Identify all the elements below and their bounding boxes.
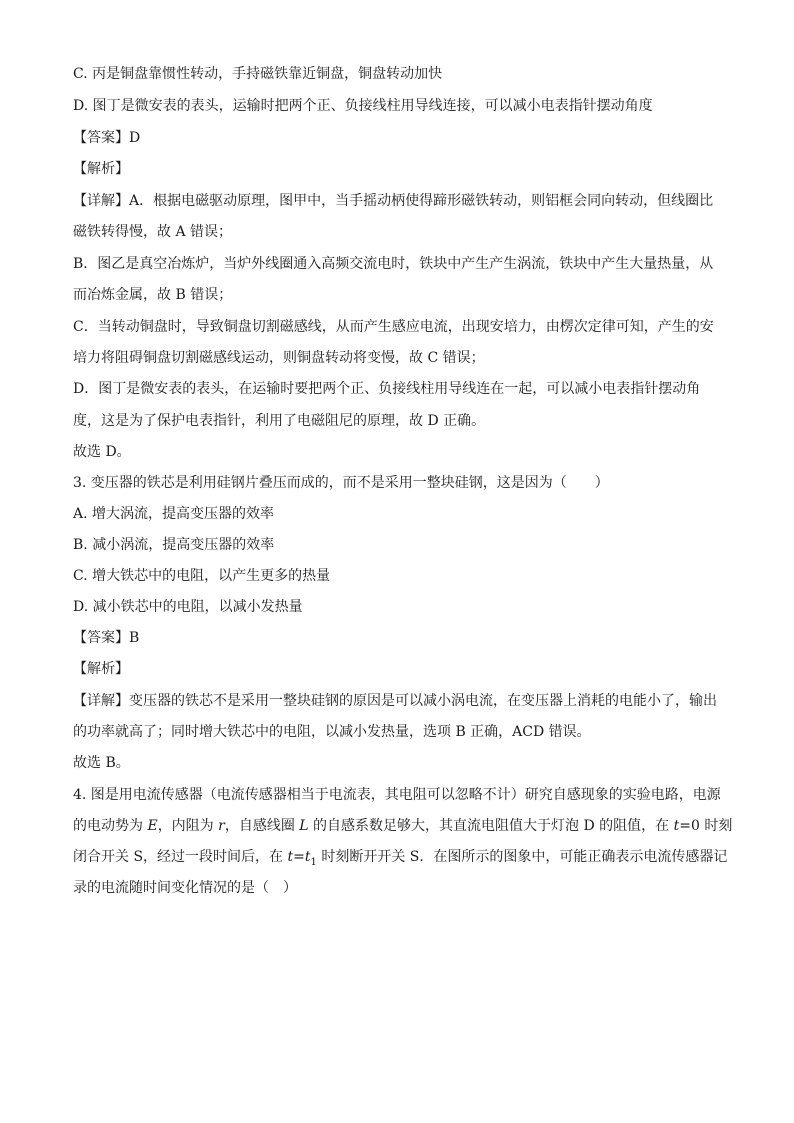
q4-stem-line: 录的电流随时间变化情况的是（ ） xyxy=(73,880,297,896)
q3-answer: 【答案】B xyxy=(73,630,140,646)
q3-stem: 3. 变压器的铁芯是利用硅钢片叠压而成的，而不是采用一整块硅钢，这是因为（ ） xyxy=(73,475,609,491)
inductor-symbol: L xyxy=(299,818,309,834)
q2-detail-line: 而冶炼金属，故 B 错误； xyxy=(73,287,233,303)
time-symbol: t xyxy=(304,849,311,865)
q4-stem-line: 的电动势为 E，内阻为 r，自感线圈 L 的自感系数足够大，其直流电阻值大于灯泡 D 的阻值，在 t=0 时刻 xyxy=(73,818,733,834)
q2-detail-line: 培力将阻碍铜盘切割磁感线运动，则铜盘转动将变慢，故 C 错误； xyxy=(73,350,485,366)
time-symbol: t xyxy=(287,849,294,865)
q2-analysis-label: 【解析】 xyxy=(73,161,129,177)
q4-stem-line: 4. 图是用电流传感器（电流传感器相当于电流表，其电阻可以忽略不计）研究自感现象的实验电路，电源 xyxy=(73,787,721,803)
q2-option-c: C. 丙是铜盘靠惯性转动，手持磁铁靠近铜盘，铜盘转动加快 xyxy=(73,66,443,82)
time-symbol: t xyxy=(673,818,680,834)
q2-answer: 【答案】D xyxy=(73,130,141,146)
q2-detail-line: 度，这是为了保护电表指针，利用了电磁阻尼的原理，故 D 正确。 xyxy=(73,413,486,429)
q3-detail-line: 【详解】变压器的铁芯不是采用一整块硅钢的原因是可以减小涡电流，在变压器上消耗的电能小了，输出 xyxy=(73,693,717,709)
q3-option-d: D. 减小铁芯中的电阻，以减小发热量 xyxy=(73,599,303,615)
q2-detail-line: C．当转动铜盘时，导致铜盘切割磁感线，从而产生感应电流，出现安培力，由楞次定律可知，产生的安 xyxy=(73,319,714,335)
time-subscript: 1 xyxy=(310,856,317,868)
q3-conclusion: 故选 B。 xyxy=(73,755,130,771)
q2-detail-line: 【详解】A．根据电磁驱动原理，图甲中，当手摇动柄使得蹄形磁铁转动，则铝框会同向转动，但线圈比 xyxy=(73,193,714,209)
q3-option-a: A. 增大涡流，提高变压器的效率 xyxy=(73,506,275,522)
q4-stem-line: 闭合开关 S，经过一段时间后，在 $t=t_1$ 时刻断开开关 S．在图所示的图象中，可能正确表示电流传感器记 xyxy=(73,849,728,868)
q2-detail-line: 磁铁转得慢，故 A 错误； xyxy=(73,224,233,240)
emf-symbol: E xyxy=(147,818,158,834)
q3-option-c: C. 增大铁芯中的电阻，以产生更多的热量 xyxy=(73,568,331,584)
q2-detail-line: B．图乙是真空冶炼炉，当炉外线圈通入高频交流电时，铁块中产生产生涡流，铁块中产生大量热量，从 xyxy=(73,256,714,272)
resistance-symbol: r xyxy=(218,818,225,834)
q2-conclusion: 故选 D。 xyxy=(73,444,131,460)
q3-detail-line: 的功率就高了；同时增大铁芯中的电阻，以减小发热量，选项 B 正确，ACD 错误。 xyxy=(73,724,591,740)
q3-option-b: B. 减小涡流，提高变压器的效率 xyxy=(73,537,275,553)
q2-option-d: D. 图丁是微安表的表头，运输时把两个正、负接线柱用导线连接，可以减小电表指针摆动角度 xyxy=(73,98,653,114)
q3-analysis-label: 【解析】 xyxy=(73,661,129,677)
q2-detail-line: D．图丁是微安表的表头，在运输时要把两个正、负接线柱用导线连在一起，可以减小电表指针摆动角 xyxy=(73,381,701,397)
